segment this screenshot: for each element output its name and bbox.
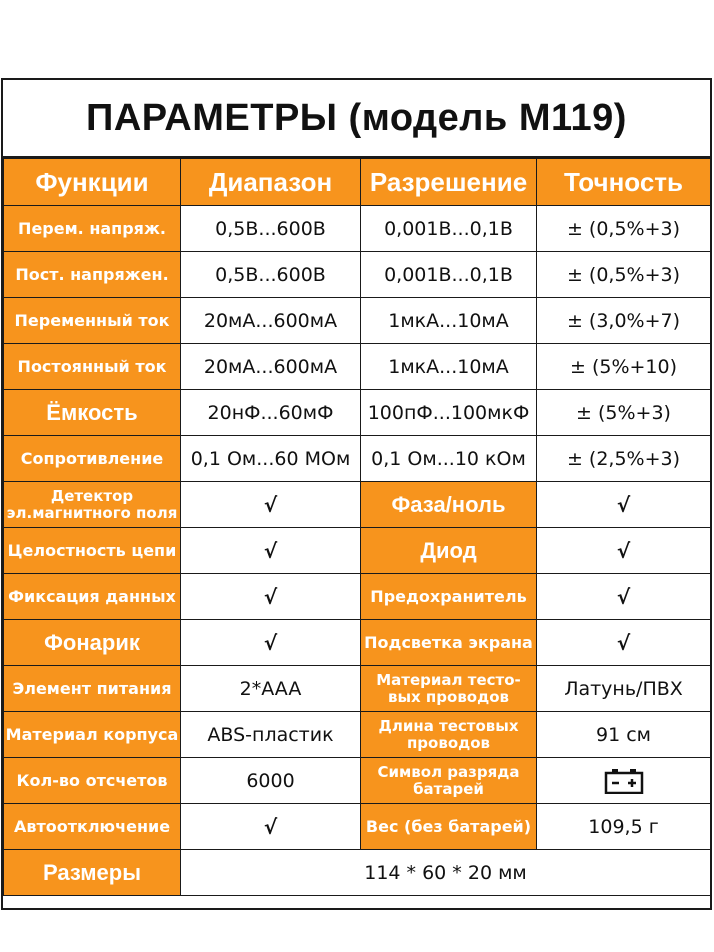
- range-value: 20мА...600мА: [181, 298, 361, 344]
- resolution-value: 1мкА...10мА: [361, 298, 537, 344]
- feature-value: √: [537, 574, 711, 620]
- header-resolution: Разрешение: [361, 159, 537, 206]
- header-accuracy: Точность: [537, 159, 711, 206]
- header-row: [4, 159, 711, 206]
- function-label: Ёмкость: [4, 390, 181, 436]
- battery-icon: [604, 768, 644, 794]
- feature-row: [4, 620, 711, 666]
- feature-label: Диод: [361, 528, 537, 574]
- feature-value: √: [181, 482, 361, 528]
- table-row: [4, 344, 711, 390]
- table-row: [4, 390, 711, 436]
- feature-label: Элемент питания: [4, 666, 181, 712]
- feature-value: √: [181, 574, 361, 620]
- function-label: Переменный ток: [4, 298, 181, 344]
- feature-value: 6000: [181, 758, 361, 804]
- feature-row: [4, 482, 711, 528]
- accuracy-value: ± (5%+10): [537, 344, 711, 390]
- function-label: Сопротивление: [4, 436, 181, 482]
- range-value: 0,5В...600В: [181, 206, 361, 252]
- feature-value: √: [537, 528, 711, 574]
- dimensions-value: 114 * 60 * 20 мм: [181, 850, 711, 896]
- feature-label: Материал тесто-вых проводов: [361, 666, 537, 712]
- feature-value: 91 см: [537, 712, 711, 758]
- feature-label: Кол-во отсчетов: [4, 758, 181, 804]
- table-row: [4, 252, 711, 298]
- header-range: Диапазон: [181, 159, 361, 206]
- feature-label: Фиксация данных: [4, 574, 181, 620]
- header-functions: Функции: [4, 159, 181, 206]
- feature-label: Вес (без батарей): [361, 804, 537, 850]
- feature-value: 109,5 г: [537, 804, 711, 850]
- range-value: 20нФ...60мФ: [181, 390, 361, 436]
- battery-symbol-cell: [537, 758, 711, 804]
- dimensions-row: [4, 850, 711, 896]
- feature-row: [4, 758, 711, 804]
- resolution-value: 1мкА...10мА: [361, 344, 537, 390]
- table-row: [4, 436, 711, 482]
- feature-value: √: [537, 482, 711, 528]
- feature-label: Подсветка экрана: [361, 620, 537, 666]
- feature-label: Символ разряда батарей: [361, 758, 537, 804]
- feature-row: [4, 574, 711, 620]
- spec-sheet: [1, 78, 712, 910]
- feature-value: ABS-пластик: [181, 712, 361, 758]
- resolution-value: 0,001В...0,1В: [361, 252, 537, 298]
- accuracy-value: ± (0,5%+3): [537, 252, 711, 298]
- feature-value: √: [181, 804, 361, 850]
- range-value: 0,5В...600В: [181, 252, 361, 298]
- function-label: Пост. напряжен.: [4, 252, 181, 298]
- feature-label: Материал корпуса: [4, 712, 181, 758]
- feature-label: Длина тестовых проводов: [361, 712, 537, 758]
- page-title: ПАРАМЕТРЫ (модель M119): [3, 80, 710, 158]
- range-value: 20мА...600мА: [181, 344, 361, 390]
- feature-label: Предохранитель: [361, 574, 537, 620]
- feature-label: Целостность цепи: [4, 528, 181, 574]
- feature-row: [4, 666, 711, 712]
- feature-row: [4, 712, 711, 758]
- resolution-value: 100пФ...100мкФ: [361, 390, 537, 436]
- spec-table: [3, 158, 711, 896]
- feature-row: [4, 804, 711, 850]
- function-label: Постоянный ток: [4, 344, 181, 390]
- range-value: 0,1 Ом...60 МОм: [181, 436, 361, 482]
- feature-label: Фаза/ноль: [361, 482, 537, 528]
- accuracy-value: ± (3,0%+7): [537, 298, 711, 344]
- resolution-value: 0,1 Ом...10 кОм: [361, 436, 537, 482]
- table-row: [4, 206, 711, 252]
- dimensions-label: Размеры: [4, 850, 181, 896]
- feature-value: Латунь/ПВХ: [537, 666, 711, 712]
- function-label: Перем. напряж.: [4, 206, 181, 252]
- table-row: [4, 298, 711, 344]
- feature-value: √: [181, 528, 361, 574]
- accuracy-value: ± (2,5%+3): [537, 436, 711, 482]
- feature-label: Фонарик: [4, 620, 181, 666]
- feature-value: √: [537, 620, 711, 666]
- accuracy-value: ± (5%+3): [537, 390, 711, 436]
- feature-row: [4, 528, 711, 574]
- feature-label: Детектор эл.магнитного поля: [4, 482, 181, 528]
- resolution-value: 0,001В...0,1В: [361, 206, 537, 252]
- feature-label: Автоотключение: [4, 804, 181, 850]
- feature-value: √: [181, 620, 361, 666]
- accuracy-value: ± (0,5%+3): [537, 206, 711, 252]
- feature-value: 2*AAA: [181, 666, 361, 712]
